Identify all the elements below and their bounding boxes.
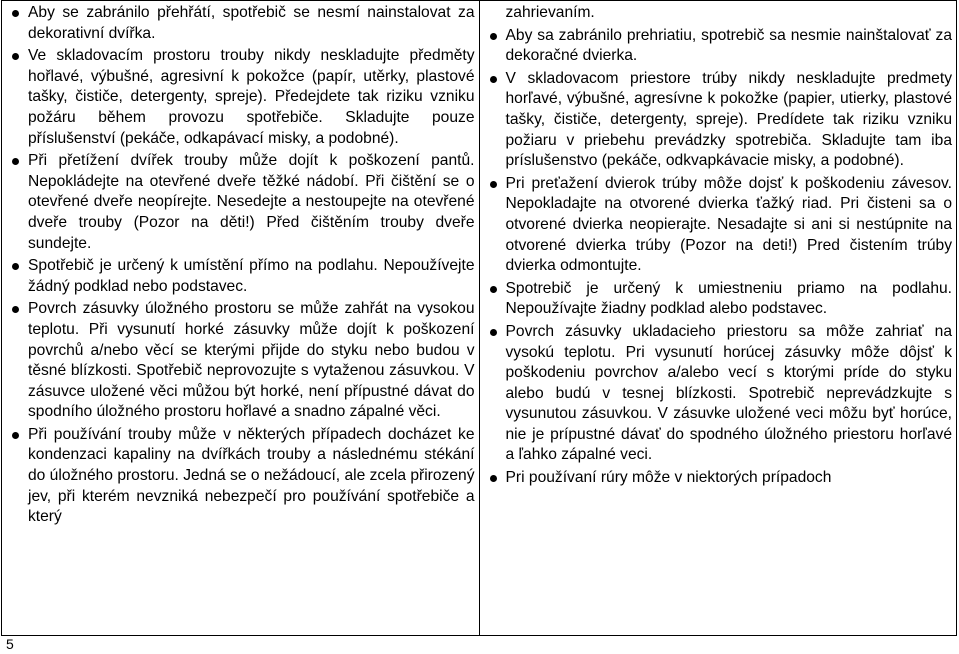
bullet-icon xyxy=(12,53,19,60)
czech-column xyxy=(2,1,480,635)
bullet-icon xyxy=(490,76,497,83)
bullet-icon xyxy=(490,181,497,188)
list-item: Aby se zabránilo přehřátí, spotřebič se nesmí nainstalovat za dekorativní dvířka. xyxy=(6,3,475,44)
bullet-icon xyxy=(12,306,19,313)
list-item: Povrch zásuvky úložného prostoru se může zahřát na vysokou teplotu. Při vysunutí horké zásuvky může dojít k poškození povrchů a/nebo věcí se kterými přijde do styku nebo budou v těsné blízkosti. Spotřebič neprovozujte s vytaženou zásuvkou. V zásuvce uložené věci můžou být horké, není přípustné dávat do spodního úložného prostoru hořlavé a snadno zápalné věci. xyxy=(6,299,475,423)
list-item: Aby sa zabránilo prehriatiu, spotrebič sa nesmie nainštalovať za dekoračné dvierka. xyxy=(484,26,953,67)
bullet-icon xyxy=(490,329,497,336)
slovak-column xyxy=(480,1,957,635)
list-item: Spotřebič je určený k umístění přímo na podlahu. Nepoužívejte žádný podklad nebo podstavec. xyxy=(6,256,475,297)
list-item: Při používání trouby může v některých případech docházet ke kondenzaci kapaliny na dvířkách trouby a následnému stékání do úložného prostoru. Jedná se o nežádoucí, ale zcela přirozený jev, při kterém nevzniká nebezpečí pro používání spotřebiče a který xyxy=(6,425,475,528)
page-number: 5 xyxy=(6,636,14,652)
continuation-text: zahrievaním. xyxy=(505,4,595,21)
bullet-icon xyxy=(12,10,19,17)
list-item: Povrch zásuvky ukladacieho priestoru sa môže zahriať na vysokú teplotu. Pri vysunutí horúcej zásuvky môže dôjsť k poškodeniu povrchov a/alebo vecí s ktorými príde do styku alebo budú v tesnej blízkosti. Spotrebič neprevádzkujte s vysunutou zásuvkou. V zásuvke uložené veci môžu byť horúce, nie je prípustné dávať do spodného úložného priestoru horľavé a ľahko zápalné veci. xyxy=(484,322,953,466)
list-item: Pri používaní rúry môže v niektorých prípadoch xyxy=(484,468,953,489)
list-item: Při přetížení dvířek trouby může dojít k poškození pantů. Nepokládejte na otevřené dveře těžké nádobí. Při čištění se o otevřené dveře neopírejte. Nesedejte a nestoupejte na otevřené dveře trouby (Pozor na děti!) Před čištěním trouby dveře sundejte. xyxy=(6,151,475,254)
bullet-icon xyxy=(490,286,497,293)
bullet-icon xyxy=(12,263,19,270)
list-item: Spotrebič je určený k umiestneniu priamo na podlahu. Nepoužívajte žiadny podklad alebo podstavec. xyxy=(484,279,953,320)
list-item: V skladovacom priestore trúby nikdy neskladujte predmety horľavé, výbušné, agresívne k pokožke (papier, utierky, plastové tašky, čističe, detergenty, spreje). Predídete tak riziku vzniku požiaru v priebehu prevádzky spotrebiča. Skladujte tam iba príslušenstvo (pekáče, odkvapkávacie misky, a podobné). xyxy=(484,69,953,172)
list-item: Pri preťažení dvierok trúby môže dojsť k poškodeniu závesov. Nepokladajte na otvorené dvierka ťažký riad. Pri čisteni sa o otvorené dvierka neopierajte. Nesadajte si ani si nestúpnite na otvorené dvierka trúby (Pozor na deti!) Pred čistením trúby dvierka odmontujte. xyxy=(484,174,953,277)
bullet-icon xyxy=(12,158,19,165)
bullet-icon xyxy=(490,475,497,482)
bullet-icon xyxy=(12,432,19,439)
bilingual-safety-table xyxy=(1,0,957,636)
bullet-icon xyxy=(490,33,497,40)
czech-list xyxy=(6,3,475,528)
list-item: Ve skladovacím prostoru trouby nikdy neskladujte předměty hořlavé, výbušné, agresivní k pokožce (papír, utěrky, plastové tašky, čističe, detergenty, spreje). Předejdete tak riziku vzniku požáru během provozu spotřebiče. Skladujte pouze příslušenství (pekáče, odkapávací misky, a podobné). xyxy=(6,46,475,149)
slovak-list xyxy=(484,3,953,489)
